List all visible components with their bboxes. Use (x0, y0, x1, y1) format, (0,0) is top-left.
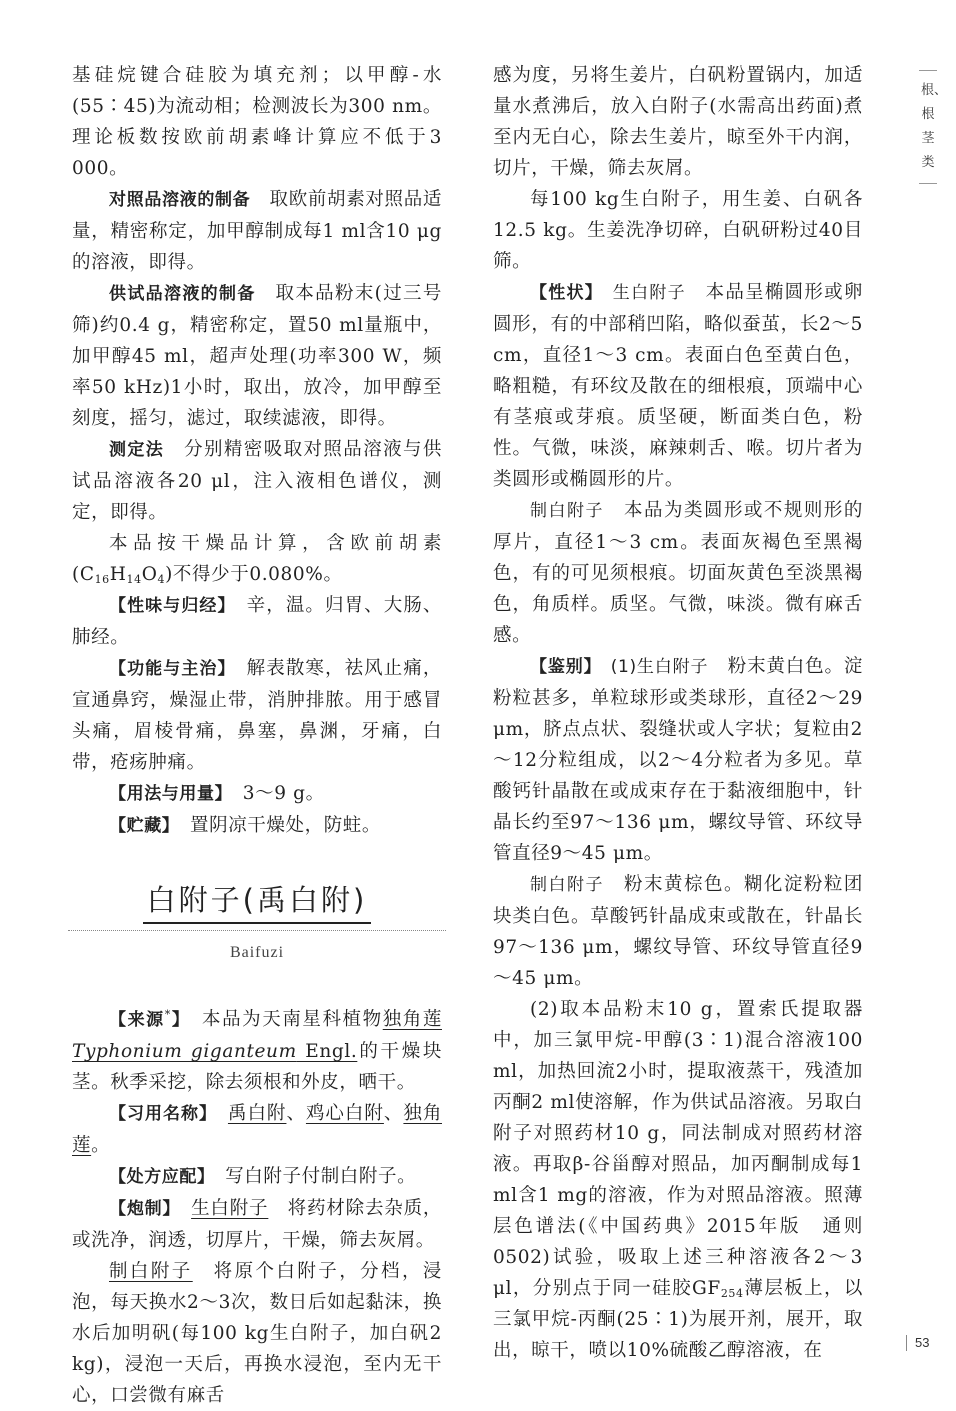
title-dotted-rule (68, 930, 446, 931)
reference-solution-text: 取欧前胡素对照品适量，精密称定，加甲醇制成每1 ml含10 μg的溶液，即得。 (72, 189, 442, 273)
processing-text: 将药材除去杂质，或洗净，润透，切厚片，干燥，筛去灰屑。 (72, 1198, 442, 1252)
latin-author: Engl. (296, 1041, 358, 1063)
identification-processed-text: 粉末黄棕色。糊化淀粉粒团块类白色。草酸钙针晶成束或散在，针晶长97～136 μm，螺纹导管、环纹导管直径9～45 μm。 (493, 874, 863, 989)
hplc-conditions-text: 基硅烷键合硅胶为填充剂；以甲醇-水(55∶45)为流动相；检测波长为300 nm。理论板数按欧前胡素峰计算应不低于3 000。 (72, 65, 442, 179)
processed-form-paragraph (72, 1256, 442, 1411)
content-limit-paragraph (72, 528, 442, 590)
description-paragraph (493, 277, 863, 495)
common-name: 鸡心白附 (305, 1103, 384, 1125)
formula-subscript: 4 (157, 573, 166, 586)
common-name: 禹白附 (227, 1103, 287, 1125)
storage-heading: 【贮藏】 (109, 816, 171, 836)
common-names-heading: 【习用名称】 (109, 1104, 209, 1125)
description-heading: 【性状】 (530, 283, 595, 303)
description-processed-text: 本品为类圆形或不规则形的厚片，直径1～3 cm。表面灰褐色至黑褐色，有的可见须根痕。切面灰黄色至淡黑褐色，角质样。质坚。气微，味淡。微有麻舌感。 (493, 500, 863, 646)
processed-form-text: 将原个白附子，分档，浸泡，每天换水2～3次，数日后如起黏沫，换水后加明矾(每100 kg生白附子，加白矾2 kg)，浸泡一天后，再换水浸泡，至内无干心，口尝微有麻舌 (72, 1261, 443, 1407)
tlc-paragraph (493, 994, 863, 1366)
content-limit-text: 本品按干燥品计算，含欧前胡素(C (72, 533, 442, 585)
separator: 、 (383, 1103, 404, 1125)
common-name: 独角莲 (72, 1103, 442, 1157)
dosage-heading: 【用法与用量】 (109, 784, 224, 804)
section-side-tab (919, 70, 948, 184)
prescription-text: 写白附子付制白附子。 (206, 1166, 417, 1188)
page-number: 53 (906, 1335, 929, 1351)
formula-subscript: 14 (126, 573, 142, 586)
common-names-paragraph (72, 1098, 442, 1161)
processing-continued-text: 感为度，另将生姜片，白矾粉置锅内，加适量水煮沸后，放入白附子(水需高出药面)煮至内无白心，除去生姜片，晾至外干内润，切片，干燥，筛去灰屑。 (493, 65, 863, 179)
nature-meridian-heading: 【性味与归经】 (109, 596, 228, 616)
source-heading-close: 】 (170, 1010, 182, 1031)
silica-subscript: 254 (720, 1287, 744, 1300)
side-tab-bottom-rule (919, 183, 937, 184)
right-column (493, 60, 863, 1366)
identification-paragraph (493, 651, 863, 869)
content-limit-text: )不得少于0.080%。 (165, 564, 343, 585)
source-footnote-mark: * (164, 1008, 171, 1021)
side-tab-top-rule (919, 70, 937, 71)
monograph-pinyin: Baifuzi (229, 944, 285, 961)
source-text-tail: 的干燥块茎。秋季采挖，除去须根和外皮，晒干。 (72, 1041, 442, 1094)
tlc-text: (2)取本品粉末10 g，置索氏提取器中，加三氯甲烷-甲醇(3∶1)混合溶液100 ml，加热回流2小时，提取液蒸干，残渣加丙酮2 ml使溶解，作为供试品溶液。另取白附子对照药材10 g，同法制成对照药材溶液。再取β-谷甾醇对照品，加丙酮制成每1 ml含1 mg的溶液，作为对照品溶液。照薄层色谱法(《中国药典》2015年版 通则0502)试验，吸取上述三种溶液各2～3 μl，分别点于同一硅胶GF (493, 999, 863, 1299)
identification-heading: 【鉴别】 (530, 657, 593, 677)
prescription-heading: 【处方应配】 (109, 1167, 207, 1188)
identification-raw-label: (1)生白附子 (592, 657, 709, 677)
prescription-paragraph (72, 1161, 442, 1193)
plant-name: 独角莲 (382, 1009, 442, 1031)
test-solution-text: 取本品粉末(过三号筛)约0.4 g，精密称定，置50 ml量瓶中，加甲醇45 ml，超声处理(功率300 W，频率50 kHz)1小时，取出，放冷，加甲醇至刻度，摇匀，滤过，取续滤液，即得。 (72, 283, 442, 429)
reference-solution-heading: 对照品溶液的制备 (109, 190, 251, 210)
side-tab-label: 根、根茎类 (921, 83, 948, 170)
source-heading: 【来源 (109, 1010, 165, 1031)
formula-subscript: 16 (94, 573, 110, 586)
function-indication-paragraph (72, 653, 442, 778)
storage-text: 置阴凉干燥处，防蛀。 (170, 815, 382, 836)
formula-element: O (141, 564, 158, 585)
description-processed-paragraph (493, 495, 863, 651)
test-solution-heading: 供试品溶液的制备 (109, 284, 256, 304)
separator: 、 (286, 1103, 306, 1125)
dosage-paragraph (72, 778, 442, 810)
procedure-heading: 测定法 (109, 440, 165, 460)
monograph-title: 白附子(禹白附) (143, 880, 372, 924)
description-raw-text: 本品呈椭圆形或卵圆形，有的中部稍凹陷，略似蚕茧，长2～5 cm，直径1～3 cm。表面白色至黄白色，略粗糙，有环纹及散在的细根痕，顶端中心有茎痕或芽痕。质坚硬，断面类白色，粉性。气微，味淡，麻辣刺舌、喉。切片者为类圆形或椭圆形的片。 (493, 282, 864, 490)
function-indication-heading: 【功能与主治】 (109, 659, 228, 679)
function-indication-text: 解表散寒，祛风止痛，宣通鼻窍，燥湿止带，消肿排脓。用于感冒头痛，眉棱骨痛，鼻塞，鼻渊，牙痛，白带，疮疡肿痛。 (72, 658, 442, 773)
processed-form-label: 制白附子 (109, 1261, 193, 1283)
identification-raw-text: 粉末黄白色。淀粉粒甚多，单粒球形或类球形，直径2～29 μm，脐点点状、裂缝状或人字状；复粒由2～12分粒组成，以2～4分粒者为多见。草酸钙针晶散在或成束存在于黏液细胞中，针晶长约至97～136 μm，螺纹导管、环纹导管直径9～45 μm。 (493, 656, 863, 864)
sentence-end: 。 (91, 1135, 111, 1157)
source-paragraph (72, 999, 442, 1098)
tlc-text-tail: 薄层板上，以三氯甲烷-丙酮(25∶1)为展开剂，展开，取出，晾干，喷以10%硫酸乙醇溶液，在 (493, 1278, 864, 1361)
identification-processed-paragraph (493, 869, 863, 994)
procedure-paragraph (72, 434, 442, 528)
monograph-title-block (72, 880, 442, 931)
latin-name: Typhonium giganteum (72, 1041, 297, 1063)
processing-paragraph (72, 1193, 442, 1256)
raw-form-label: 生白附子 (191, 1198, 269, 1220)
formula-element: H (109, 564, 127, 585)
reference-solution-paragraph (72, 184, 442, 278)
nature-meridian-paragraph (72, 590, 442, 653)
description-processed-label: 制白附子 (530, 501, 604, 521)
identification-processed-label: 制白附子 (530, 875, 604, 895)
nature-meridian-text: 辛，温。归胃、大肠、肺经。 (72, 595, 442, 648)
description-raw-label: 生白附子 (594, 283, 686, 303)
left-column (72, 60, 442, 1411)
processing-heading: 【炮制】 (109, 1199, 172, 1220)
procedure-text: 分别精密吸取对照品溶液与供试品溶液各20 μl，注入液相色谱仪，测定，即得。 (72, 439, 442, 523)
dosage-text: 3～9 g。 (223, 783, 325, 804)
storage-paragraph (72, 810, 442, 842)
source-text: 本品为天南星科植物 (181, 1009, 383, 1031)
test-solution-paragraph (72, 278, 442, 434)
auxiliary-materials-text: 每100 kg生白附子，用生姜、白矾各12.5 kg。生姜洗净切碎，白矾研粉过40目筛。 (493, 189, 863, 272)
